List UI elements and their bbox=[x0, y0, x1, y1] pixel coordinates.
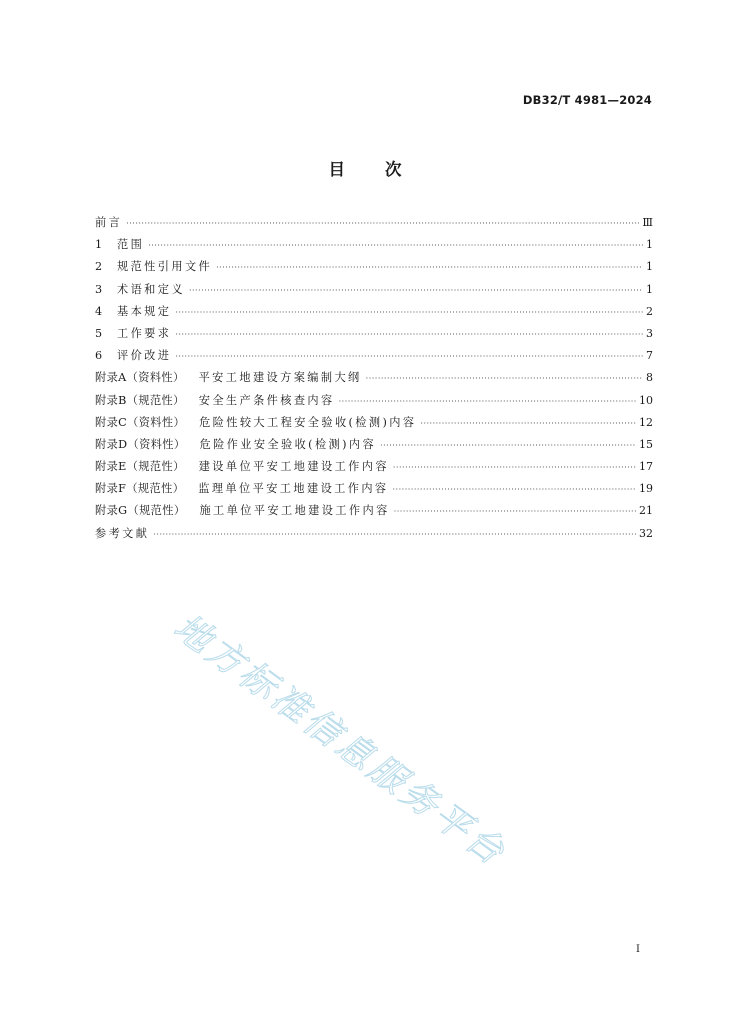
toc-entry-page: 10 bbox=[639, 393, 653, 407]
toc-leader-dots bbox=[394, 501, 636, 523]
toc-entry-2[interactable] bbox=[95, 256, 653, 278]
watermark: 地方标准信息服务平台 bbox=[166, 606, 514, 875]
toc-leader-dots bbox=[420, 413, 636, 435]
toc-entry-appendix-a[interactable] bbox=[95, 367, 653, 389]
toc-leader-dots bbox=[380, 435, 636, 457]
toc-entry-label: 建设单位平安工地建设工作内容 bbox=[198, 460, 389, 474]
toc-entry-label: 范围 bbox=[117, 238, 145, 252]
toc-entry-foreword[interactable] bbox=[95, 212, 653, 234]
toc-appendix-prefix: 附录B（规范性） bbox=[95, 393, 185, 407]
toc-entry-label: 工作要求 bbox=[117, 326, 172, 340]
toc-entry-page: 12 bbox=[639, 415, 653, 429]
toc-entry-page: 19 bbox=[639, 482, 653, 496]
toc-entry-appendix-e[interactable] bbox=[95, 456, 653, 478]
toc-entry-page: Ⅲ bbox=[642, 216, 653, 229]
toc-entry-appendix-c[interactable] bbox=[95, 412, 653, 434]
toc-leader-dots bbox=[126, 213, 639, 235]
toc-entry-label: 危险性较大工程安全验收(检测)内容 bbox=[199, 415, 417, 429]
toc-entry-3[interactable] bbox=[95, 279, 653, 301]
toc-entry-appendix-b[interactable] bbox=[95, 390, 653, 412]
toc-entry-5[interactable] bbox=[95, 323, 653, 345]
toc-appendix-prefix: 附录E（规范性） bbox=[95, 460, 185, 474]
toc-entry-number: 5 bbox=[95, 326, 103, 340]
toc-entry-number: 4 bbox=[95, 304, 103, 318]
toc-entry-appendix-g[interactable] bbox=[95, 500, 653, 522]
toc-entry-references[interactable] bbox=[95, 523, 653, 545]
toc-leader-dots bbox=[175, 346, 643, 368]
toc-entry-label: 评价改进 bbox=[117, 349, 172, 363]
toc-entry-label: 危险作业安全验收(检测)内容 bbox=[199, 437, 377, 451]
toc-appendix-prefix: 附录G（规范性） bbox=[95, 504, 186, 518]
toc-entry-label: 监理单位平安工地建设工作内容 bbox=[198, 482, 389, 496]
toc-entry-number: 6 bbox=[95, 349, 103, 363]
toc-entry-number: 2 bbox=[95, 260, 103, 274]
toc-entry-page: 8 bbox=[646, 371, 653, 385]
toc-entry-label: 术语和定义 bbox=[117, 282, 185, 296]
toc-entry-page: 3 bbox=[646, 326, 653, 340]
toc-entry-label: 规范性引用文件 bbox=[117, 260, 213, 274]
toc-entry-number: 1 bbox=[95, 238, 103, 252]
toc-entry-page: 17 bbox=[639, 460, 653, 474]
toc-appendix-prefix: 附录A（资料性） bbox=[95, 371, 185, 385]
page-number: I bbox=[636, 944, 640, 955]
toc-entry-page: 32 bbox=[639, 526, 653, 540]
toc-title: 目次 bbox=[328, 160, 442, 179]
toc-entry-page: 21 bbox=[639, 504, 653, 518]
toc-leader-dots bbox=[175, 302, 643, 324]
toc-entry-appendix-d[interactable] bbox=[95, 434, 653, 456]
toc-leader-dots bbox=[393, 479, 636, 501]
toc-leader-dots bbox=[216, 257, 643, 279]
toc-entry-1[interactable] bbox=[95, 234, 653, 256]
toc-entry-page: 1 bbox=[646, 282, 653, 296]
toc-leader-dots bbox=[148, 235, 643, 257]
toc-entry-appendix-f[interactable] bbox=[95, 478, 653, 500]
toc-appendix-prefix: 附录F（规范性） bbox=[95, 482, 185, 496]
toc-entry-label: 安全生产条件核查内容 bbox=[198, 393, 335, 407]
toc-appendix-prefix: 附录D（资料性） bbox=[95, 437, 186, 451]
toc-leader-dots bbox=[366, 368, 643, 390]
toc-entry-6[interactable] bbox=[95, 345, 653, 367]
table-of-contents bbox=[95, 212, 653, 545]
toc-entry-page: 7 bbox=[646, 349, 653, 363]
document-code: DB32/T 4981—2024 bbox=[522, 93, 652, 107]
toc-entry-label: 施工单位平安工地建设工作内容 bbox=[199, 504, 390, 518]
toc-entry-label: 参考文献 bbox=[95, 526, 150, 540]
toc-entry-page: 2 bbox=[646, 304, 653, 318]
toc-leader-dots bbox=[339, 391, 636, 413]
toc-entry-page: 15 bbox=[639, 437, 653, 451]
toc-appendix-prefix: 附录C（资料性） bbox=[95, 415, 186, 429]
toc-entry-4[interactable] bbox=[95, 301, 653, 323]
toc-leader-dots bbox=[153, 524, 636, 546]
toc-entry-page: 1 bbox=[646, 238, 653, 252]
toc-leader-dots bbox=[189, 280, 643, 302]
toc-entry-page: 1 bbox=[646, 260, 653, 274]
toc-entry-label: 基本规定 bbox=[117, 304, 172, 318]
toc-leader-dots bbox=[393, 457, 636, 479]
toc-leader-dots bbox=[175, 324, 643, 346]
toc-entry-label: 平安工地建设方案编制大纲 bbox=[198, 371, 362, 385]
toc-entry-label: 前言 bbox=[95, 216, 123, 229]
toc-entry-number: 3 bbox=[95, 282, 103, 296]
